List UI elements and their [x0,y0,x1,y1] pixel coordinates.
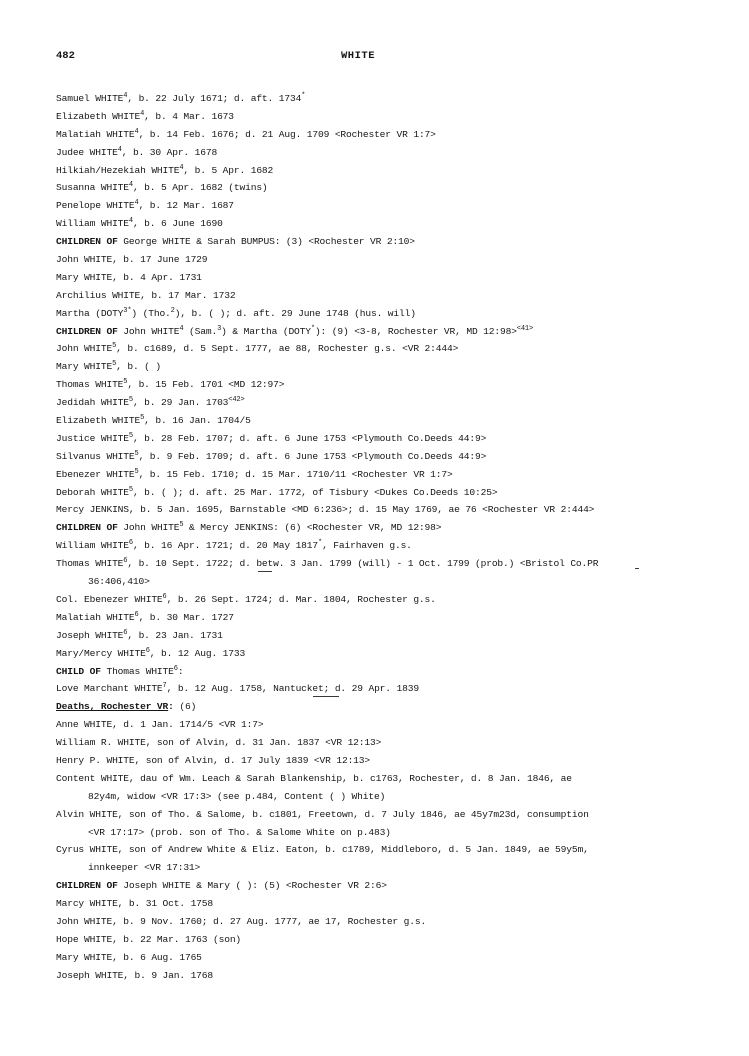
entry-line: Samuel WHITE$^4$, b. 22 July 1671; d. aft. 1734* [56,92,306,104]
entry-line: CHILD OF Thomas WHITE$^6$: [56,664,184,677]
entry-line: John WHITE$^5$, b. c1689, d. 5 Sept. 1777, ae 88, Rochester g.s. <VR 2:444> [56,342,459,355]
entry-line: Joseph WHITE, b. 9 Jan. 1768 [56,969,214,981]
entry-line: Henry P. WHITE, son of Alvin, d. 17 July 1839 <VR 12:13> [56,754,371,766]
entry-line: Penelope WHITE$^4$, b. 12 Mar. 1687 [56,199,234,212]
entry-line: Silvanus WHITE$^5$, b. 9 Feb. 1709; d. aft. 6 June 1753 <Plymouth Co.Deeds 44:9> [56,449,487,462]
scan-artifact [258,571,272,572]
entry-line: Col. Ebenezer WHITE$^6$, b. 26 Sept. 1724; d. Mar. 1804, Rochester g.s. [56,592,436,605]
entry-line: CHILDREN OF John WHITE$^4$ (Sam.$^3$) & Martha (DOTY*): (9) <3-8, Rochester VR, MD 12:98>$^{<41>}$ [56,324,533,337]
entry-line: Malatiah WHITE$^6$, b. 30 Mar. 1727 [56,610,234,623]
entry-line: William R. WHITE, son of Alvin, d. 31 Jan. 1837 <VR 12:13> [56,737,382,749]
entry-continuation-line: innkeeper <VR 17:31> [88,862,201,874]
genealogy-entries [56,90,686,985]
entry-line: Mary/Mercy WHITE$^6$, b. 12 Aug. 1733 [56,646,246,659]
entry-line: Cyrus WHITE, son of Andrew White & Eliz. Eaton, b. c1789, Middleboro, d. 5 Jan. 1849, ae 59y5m, [56,844,589,856]
entry-line: Mary WHITE, b. 4 Apr. 1731 [56,271,202,283]
entry-line: John WHITE, b. 9 Nov. 1760; d. 27 Aug. 1777, ae 17, Rochester g.s. [56,915,427,927]
entry-continuation-line: 82y4m, widow <VR 17:3> (see p.484, Content ( ) White) [88,790,386,802]
entry-continuation-line: <VR 17:17> (prob. son of Tho. & Salome White on p.483) [88,826,391,838]
entry-line: Thomas WHITE$^6$, b. 10 Sept. 1722; d. betw. 3 Jan. 1799 (will) - 1 Oct. 1799 (prob.) <Bristol Co.PR [56,557,599,570]
entry-line: William WHITE$^6$, b. 16 Apr. 1721; d. 20 May 1817*, Fairhaven g.s. [56,539,412,552]
entry-line: Love Marchant WHITE$^7$, b. 12 Aug. 1758, Nantucket; d. 29 Apr. 1839 [56,682,419,695]
entry-line: Justice WHITE$^5$, b. 28 Feb. 1707; d. aft. 6 June 1753 <Plymouth Co.Deeds 44:9> [56,431,487,444]
entry-line: Mercy JENKINS, b. 5 Jan. 1695, Barnstable <MD 6:236>; d. 15 May 1769, ae 76 <Rochester VR 2:444> [56,504,595,516]
entry-line: Martha $(DOTY^{3*})$ (Tho.$^2$), b. ( ); d. aft. 29 June 1748 (hus. will) [56,306,416,319]
entry-line: Hilkiah/Hezekiah WHITE$^4$, b. 5 Apr. 1682 [56,163,274,176]
entry-line: Hope WHITE, b. 22 Mar. 1763 (son) [56,933,242,945]
entry-line: Ebenezer WHITE$^5$, b. 15 Feb. 1710; d. 15 Mar. 1710/11 <Rochester VR 1:7> [56,467,453,480]
entry-line: Mary WHITE$^5$, b. ( ) [56,360,161,373]
entry-continuation-line: 36:406,410> [88,576,150,588]
page-title: WHITE [341,50,376,62]
entry-line: Anne WHITE, d. 1 Jan. 1714/5 <VR 1:7> [56,719,264,731]
entry-line: Deborah WHITE$^5$, b. ( ); d. aft. 25 Mar. 1772, of Tisbury <Dukes Co.Deeds 10:25> [56,485,498,498]
scan-artifact [313,696,339,697]
entry-line: Susanna WHITE$^4$, b. 5 Apr. 1682 (twins) [56,181,268,194]
entry-line: CHILDREN OF George WHITE & Sarah BUMPUS: (3) <Rochester VR 2:10> [56,236,415,248]
entry-line: Judee WHITE$^4$, b. 30 Apr. 1678 [56,145,218,158]
scan-artifact [635,568,639,569]
entry-line: John WHITE, b. 17 June 1729 [56,254,208,266]
entry-line: Content WHITE, dau of Wm. Leach & Sarah Blankenship, b. c1763, Rochester, d. 8 Jan. 1846, ae [56,772,572,784]
entry-line: Marcy WHITE, b. 31 Oct. 1758 [56,898,214,910]
entry-line: Archilius WHITE, b. 17 Mar. 1732 [56,289,236,301]
entry-line: Elizabeth WHITE$^4$, b. 4 Mar. 1673 [56,109,234,122]
entry-line: Malatiah WHITE$^4$, b. 14 Feb. 1676; d. 21 Aug. 1709 <Rochester VR 1:7> [56,127,436,140]
entry-line: CHILDREN OF Joseph WHITE & Mary ( ): (5) <Rochester VR 2:6> [56,880,387,892]
entry-line: William WHITE$^4$, b. 6 June 1690 [56,217,223,230]
page-number: 482 [56,50,75,62]
entry-line: CHILDREN OF John WHITE$^5$ & Mercy JENKINS: (6) <Rochester VR, MD 12:98> [56,521,442,534]
entry-line: Joseph WHITE$^6$, b. 23 Jan. 1731 [56,628,223,641]
entry-line: Thomas WHITE$^5$, b. 15 Feb. 1701 <MD 12:97> [56,378,285,391]
entry-line: Elizabeth WHITE$^5$, b. 16 Jan. 1704/5 [56,414,251,427]
entry-line: Alvin WHITE, son of Tho. & Salome, b. c1801, Freetown, d. 7 July 1846, ae 45y7m23d, consumption [56,808,589,820]
page-header [56,50,709,66]
entry-line: Mary WHITE, b. 6 Aug. 1765 [56,951,202,963]
entry-line: Jedidah WHITE$^5$, b. 29 Jan. $1703^{<42>}$ [56,396,245,409]
entry-line: Deaths, Rochester VR: (6) [56,701,197,713]
